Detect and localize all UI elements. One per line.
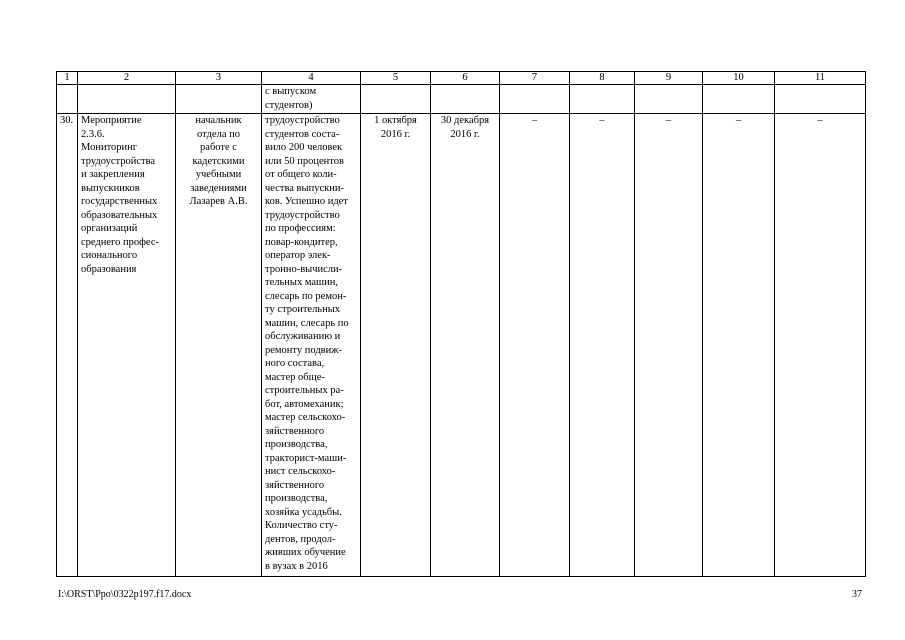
table-cell (176, 85, 262, 114)
column-number: 1 (57, 72, 78, 85)
plan-table (56, 71, 866, 577)
table-cell (703, 85, 775, 114)
column-number: 2 (78, 72, 176, 85)
column-number: 9 (635, 72, 703, 85)
footer-file-path: I:\ORST\Ppo\0322p197.f17.docx (58, 589, 192, 600)
column-number: 5 (361, 72, 431, 85)
continued-result-text: с выпуском студентов) (262, 85, 361, 114)
table-row-30 (57, 114, 866, 577)
table-cell (775, 85, 866, 114)
table-cell (570, 85, 635, 114)
event-name: Мероприятие 2.3.6. Мониторинг трудоустройства и закрепления выпускников государственных образовательных организаций среднего профес- сионального образования (78, 114, 176, 577)
column-number: 8 (570, 72, 635, 85)
table-cell (57, 85, 78, 114)
cell-col-11: – (775, 114, 866, 577)
responsible-person: начальник отдела по работе с кадетскими учебными заведениями Лазарев А.В. (176, 114, 262, 577)
end-date: 30 декабря 2016 г. (431, 114, 500, 577)
column-number: 11 (775, 72, 866, 85)
table-cell (361, 85, 431, 114)
table-cell (500, 85, 570, 114)
table-cell (635, 85, 703, 114)
column-number: 6 (431, 72, 500, 85)
column-number: 10 (703, 72, 775, 85)
table-cell (78, 85, 176, 114)
page-number: 37 (852, 589, 862, 600)
cell-col-10: – (703, 114, 775, 577)
column-numbers-row (57, 72, 866, 85)
continuation-row (57, 85, 866, 114)
column-number: 4 (262, 72, 361, 85)
start-date: 1 октября 2016 г. (361, 114, 431, 577)
row-number: 30. (57, 114, 78, 577)
table-cell (431, 85, 500, 114)
result-description: трудоустройство студентов соста- вило 200 человек или 50 процентов от общего коли- чества выпускни- ков. Успешно идет трудоустройство по профессиям: повар-кондитер, оператор элек- тронно-вычисли- тельных машин, слесарь по ремон- ту строительных машин, слесарь по обслуживанию и ремонту подвиж- ного состава, мастер обще- строительных ра- бот, автомеханик; мастер сельскохо- зяйственного производства, тракторист-маши- нист сельскохо- зяйственного производства, хозяйка усадьбы. Количество сту- дентов, продол- живших обучение в вузах в 2016 (262, 114, 361, 577)
cell-col-7: – (500, 114, 570, 577)
cell-col-9: – (635, 114, 703, 577)
cell-col-8: – (570, 114, 635, 577)
column-number: 7 (500, 72, 570, 85)
column-number: 3 (176, 72, 262, 85)
